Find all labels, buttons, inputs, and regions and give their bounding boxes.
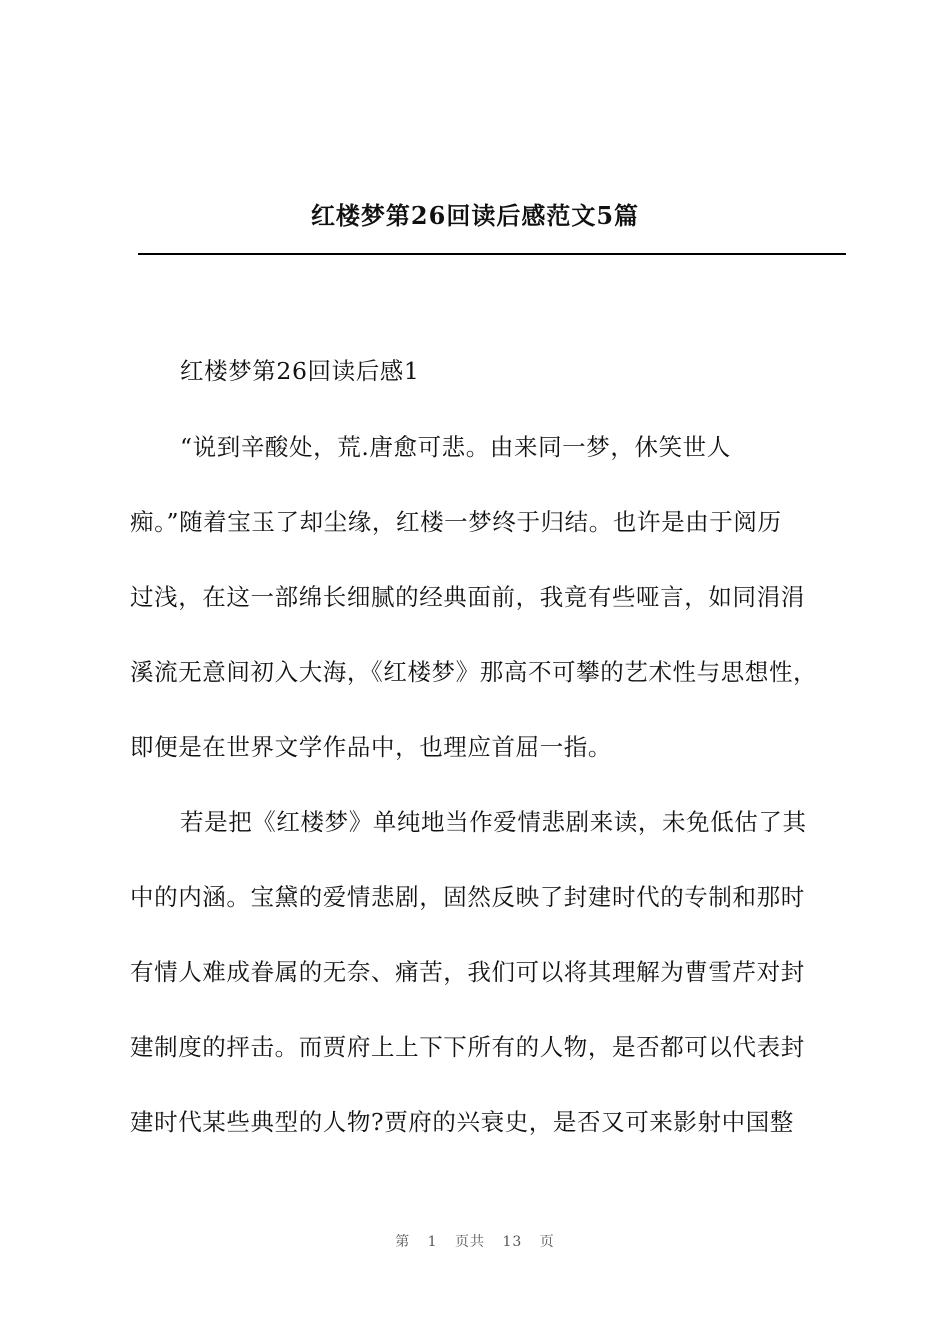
footer-suffix: 页 <box>539 1234 555 1250</box>
paragraph-line: 有情人难成眷属的无奈、痛苦，我们可以将其理解为曹雪芹对封 <box>130 958 805 986</box>
footer-prefix: 第 <box>395 1234 411 1250</box>
page-footer <box>0 1231 950 1251</box>
footer-middle: 页共 <box>455 1234 486 1250</box>
document-title: 红楼梦第26回读后感范文5篇 <box>310 201 640 230</box>
paragraph-line: 建时代某些典型的人物?贾府的兴衰史，是否又可来影射中国整 <box>130 1108 794 1136</box>
paragraph-line: 痴。”随着宝玉了却尘缘，红楼一梦终于归结。也许是由于阅历 <box>130 508 782 536</box>
paragraph-line: 若是把《红楼梦》单纯地当作爱情悲剧来读，未免低估了其 <box>180 808 807 836</box>
footer-page-number: 1 <box>427 1234 438 1250</box>
title-underline <box>138 253 846 255</box>
footer-total-pages: 13 <box>502 1234 523 1250</box>
paragraph-line: 溪流无意间初入大海，《红楼梦》那高不可攀的艺术性与思想性， <box>130 658 818 686</box>
paragraph-line: 过浅，在这一部绵长细腻的经典面前，我竟有些哑言，如同涓涓 <box>130 583 805 611</box>
section-heading: 红楼梦第26回读后感1 <box>180 357 420 385</box>
paragraph-line: 即便是在世界文学作品中，也理应首屈一指。 <box>130 733 612 761</box>
paragraph-line: 建制度的抨击。而贾府上上下下所有的人物，是否都可以代表封 <box>130 1033 805 1061</box>
paragraph-line: “说到辛酸处，荒.唐愈可悲。由来同一梦，休笑世人 <box>180 433 731 461</box>
paragraph-line: 中的内涵。宝黛的爱情悲剧，固然反映了封建时代的专制和那时 <box>130 883 805 911</box>
